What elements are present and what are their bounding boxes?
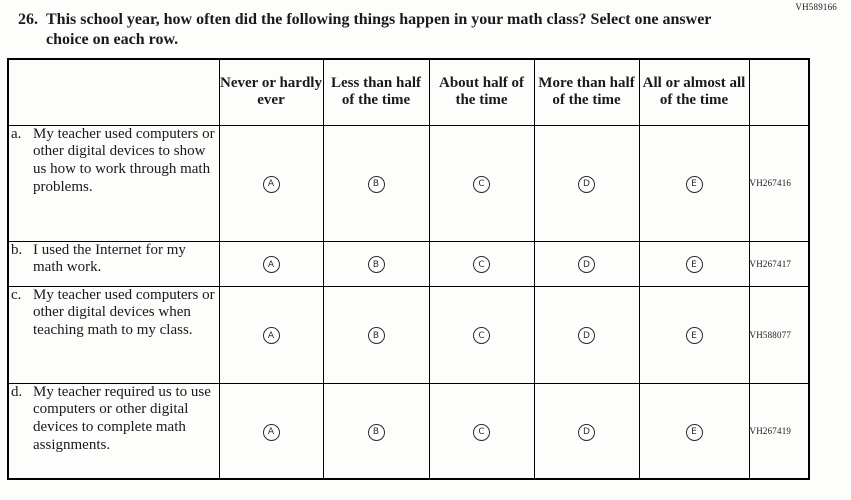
answer-cell	[639, 125, 749, 241]
answer-bubble-d[interactable]: D	[578, 424, 595, 441]
answer-bubble-c[interactable]: C	[473, 327, 490, 344]
answer-cell	[534, 383, 639, 479]
row-letter: b.	[11, 241, 23, 258]
column-header-never: Never or hardly ever	[219, 59, 323, 125]
table-row	[8, 241, 809, 286]
answer-bubble-b[interactable]: B	[368, 176, 385, 193]
item-code: VH267416	[749, 125, 809, 241]
row-letter: c.	[11, 286, 22, 303]
answer-cell	[639, 286, 749, 383]
answer-cell	[323, 241, 429, 286]
question-number: 26.	[18, 11, 38, 28]
column-header-about-half: About half of the time	[429, 59, 534, 125]
answer-bubble-d[interactable]: D	[578, 256, 595, 273]
stub-header	[8, 59, 219, 125]
row-letter: a.	[11, 125, 22, 142]
answer-bubble-c[interactable]: C	[473, 176, 490, 193]
code-column-header	[749, 59, 809, 125]
table-row	[8, 125, 809, 241]
table-row	[8, 286, 809, 383]
item-code: VH588077	[749, 286, 809, 383]
answer-bubble-b[interactable]: B	[368, 256, 385, 273]
answer-cell	[219, 383, 323, 479]
answer-cell	[429, 125, 534, 241]
row-statement-cell	[8, 286, 219, 383]
answer-cell	[534, 125, 639, 241]
row-statement-text: My teacher used computers or other digital devices to show us how to work through math problems.	[33, 125, 215, 195]
answer-bubble-a[interactable]: A	[263, 327, 280, 344]
answer-bubble-a[interactable]: A	[263, 256, 280, 273]
answer-bubble-e[interactable]: E	[686, 327, 703, 344]
column-header-less-than-half: Less than half of the time	[323, 59, 429, 125]
question-block	[0, 0, 851, 58]
answer-cell	[429, 241, 534, 286]
answer-cell	[323, 383, 429, 479]
response-matrix	[7, 58, 810, 480]
form-code: VH589166	[795, 2, 837, 12]
answer-bubble-e[interactable]: E	[686, 424, 703, 441]
row-letter: d.	[11, 383, 23, 400]
row-statement-cell	[8, 125, 219, 241]
column-header-all: All or almost all of the time	[639, 59, 749, 125]
row-statement-text: My teacher used computers or other digital devices when teaching math to my class.	[33, 286, 215, 338]
answer-bubble-a[interactable]: A	[263, 424, 280, 441]
answer-bubble-b[interactable]: B	[368, 327, 385, 344]
answer-bubble-c[interactable]: C	[473, 256, 490, 273]
answer-cell	[639, 241, 749, 286]
row-statement-text: I used the Internet for my math work.	[33, 241, 186, 276]
answer-cell	[534, 241, 639, 286]
answer-cell	[429, 286, 534, 383]
item-code: VH267417	[749, 241, 809, 286]
answer-cell	[429, 383, 534, 479]
answer-bubble-e[interactable]: E	[686, 256, 703, 273]
column-header-more-than-half: More than half of the time	[534, 59, 639, 125]
answer-bubble-d[interactable]: D	[578, 327, 595, 344]
answer-cell	[639, 383, 749, 479]
answer-bubble-a[interactable]: A	[263, 176, 280, 193]
row-statement-cell	[8, 383, 219, 479]
table-row	[8, 383, 809, 479]
answer-bubble-e[interactable]: E	[686, 176, 703, 193]
row-statement-text: My teacher required us to use computers or other digital devices to complete math assignments.	[33, 383, 211, 453]
header-row	[8, 59, 809, 125]
answer-cell	[219, 125, 323, 241]
answer-bubble-b[interactable]: B	[368, 424, 385, 441]
answer-bubble-d[interactable]: D	[578, 176, 595, 193]
row-statement-cell	[8, 241, 219, 286]
answer-bubble-c[interactable]: C	[473, 424, 490, 441]
answer-cell	[219, 241, 323, 286]
item-code: VH267419	[749, 383, 809, 479]
question-text: This school year, how often did the following things happen in your math class? Select one answer choice on each row.	[46, 11, 712, 48]
answer-cell	[534, 286, 639, 383]
answer-cell	[323, 125, 429, 241]
answer-cell	[323, 286, 429, 383]
answer-cell	[219, 286, 323, 383]
